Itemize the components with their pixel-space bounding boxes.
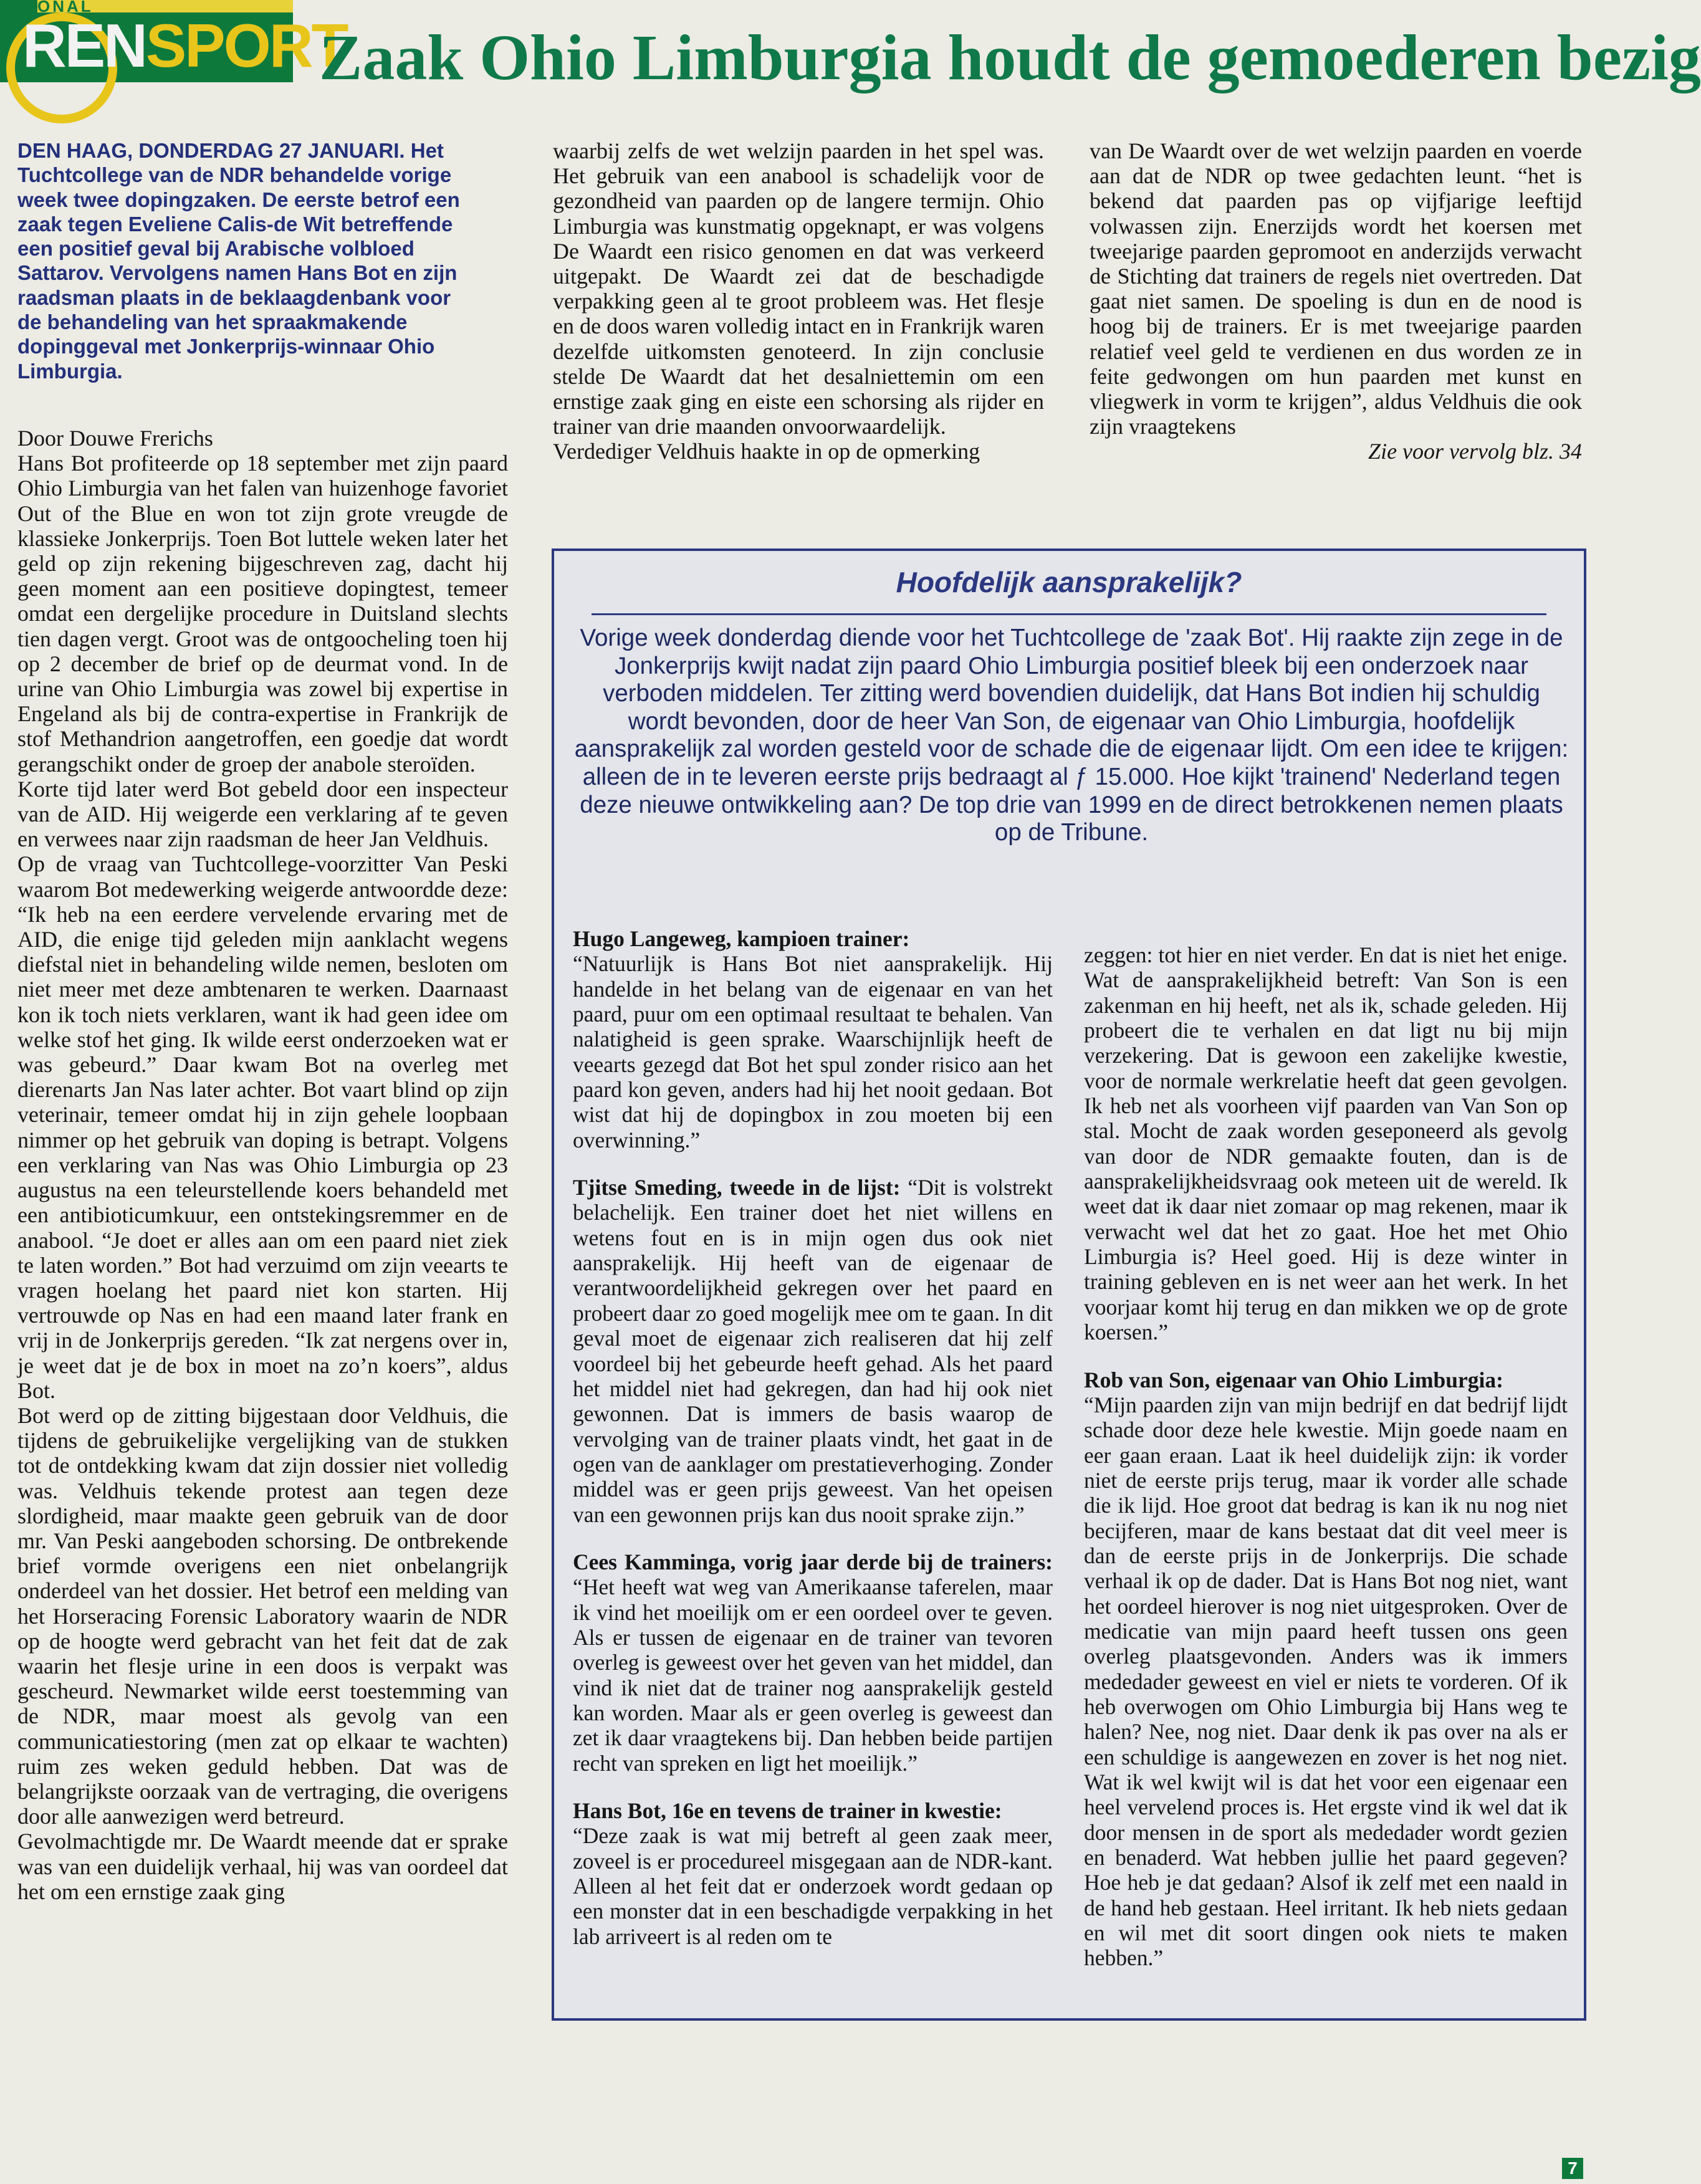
- quote-text: “Mijn paarden zijn van mijn bedrijf en dat bedrijf lijdt schade door deze hele kwestie. Mijn goede naam en eer gaan eraan. Laat ik heel duidelijk zijn: ik vorder niet de eerste prijs terug, maar ik vorder alle schade die ik lijd. Hoe groot dat bedrag is kan ik nu nog niet becijferen, maar de kans bestaat dat dit veel meer is dan de eerste prijs in de Jonkerprijs. Die schade verhaal ik op de dader. Dat is Hans Bot nog niet, want het oordeel hierover is nog niet uitgesproken. Over de medicatie van mijn paard heeft tussen ons geen overleg plaatsgevonden. Anders was ik immers mededader geweest en viel er niets te vorderen. Of ik heb overwogen om Ohio Limburgia bij Hans weg te halen? Nee, nog niet. Daar denk ik pas over na als er een schuldige is aangewezen en zover is het nog niet. Wat ik wel kwijt wil is dat het voor een eigenaar een heel vervelend proces is. Het ergste vind ik wel dat ik door mensen in de sport als mededader wordt gezien en benaderd. Wat hebben jullie het paard gegeven? Hoe heb je dat gedaan? Alsof ik zelf met een naald in de hand heb gestaan. Heel irritant. Ik heb niets gedaan en wil met dit soort dingen ook niets te maken hebben.”: [1084, 1392, 1568, 1971]
- column-3: [1090, 138, 1582, 464]
- sidebar-box: [552, 548, 1586, 2021]
- section-logo: [0, 0, 347, 82]
- speaker-name: Hugo Langeweg, kampioen trainer:: [573, 926, 910, 951]
- col3-paragraph: van De Waardt over de wet welzijn paarden en voerde aan dat de NDR op twee gedachten leunt. “het is bekend dat paarden pas op vijfjarige leeftijd volwassen zijn. Enerzijds wordt het koersen met tweejarige paarden gepromoot en anderzijds verwacht de Stichting dat trainers de regels niet overtreden. Dat gaat niet samen. De spoeling is dun en de nood is hoog bij de trainers. Er is met tweejarige paarden relatief veel geld te verdienen en dus worden ze in feite gedwongen om hun paarden met kunst en vliegwerk in vorm te krijgen”, aldus Veldhuis die ook zijn vraagtekens: [1090, 138, 1582, 439]
- speaker-name: Hans Bot, 16e en tevens de trainer in kwestie:: [573, 1798, 1002, 1823]
- speaker-name: Cees Kamminga, vorig jaar derde bij de trainers:: [573, 1549, 1053, 1574]
- logo-ren: REN: [22, 11, 146, 80]
- quote-text: “Het heeft wat weg van Amerikaanse taferelen, maar ik vind het moeilijk om er een oordeel over te geven. Als er tussen de eigenaar en de trainer van tevoren overleg is geweest over het geven van het middel, dan vind ik niet dat de trainer nog aansprakelijk gesteld kan worden. Maar als er geen overleg is geweest dan zet ik daar vraagtekens bij. Dan hebben beide partijen recht van spreken en ligt het moeilijk.”: [573, 1574, 1053, 1776]
- article-headline: Zaak Ohio Limburgia houdt de gemoederen bezig: [319, 22, 1701, 93]
- box-left-column: [573, 926, 1053, 1971]
- logo-wordmark: [22, 12, 347, 79]
- col1-paragraph: Gevolmachtigde mr. De Waardt meende dat er sprake was van een duidelijk verhaal, hij was van oordeel dat het om een ernstige zaak ging: [17, 1829, 508, 1904]
- box-divider: [592, 613, 1546, 615]
- col2-paragraph: waarbij zelfs de wet welzijn paarden in het spel was. Het gebruik van een anabool is schadelijk voor de gezondheid van paarden op de langere termijn. Ohio Limburgia was kunstmatig opgeknapt, er was volgens De Waardt een risico genomen en dat was verkeerd uitgepakt. De Waardt zei dat de beschadigde verpakking geen al te groot probleem was. Het flesje en de doos waren volledig intact en in Frankrijk waren dezelfde uitkomsten genoteerd. In zijn conclusie stelde De Waardt dat het desalniettemin om een ernstige zaak ging en eiste een schorsing als rijder en trainer van drie maanden onvoorwaardelijk.: [553, 138, 1044, 439]
- quote-text: “Dit is volstrekt belachelijk. Een trainer doet het niet willens en wetens fout en is in mijn ogen dus ook niet aansprakelijk. Hij heeft van de eigenaar de verantwoordelijkheid gekregen over het paard en probeert daar zo goed mogelijk mee om te gaan. In dit geval moet de eigenaar zich realiseren dat hij zelf voordeel bij het gebeurde heeft gehad. Als het paard het middel niet had gekregen, dan had hij ook niet gewonnen. Dat is immers de basis waarop de vervolging van de trainer plaats vindt, het gaat in de ogen van de aanklager om prestatieverhoging. Zonder middel was er geen prijs geweest. Van het opeisen van een gewonnen prijs kan dus nooit sprake zijn.”: [573, 1175, 1053, 1527]
- continued-note: Zie voor vervolg blz. 34: [1368, 439, 1582, 464]
- quote-bot-continued: zeggen: tot hier en niet verder. En dat is niet het enige. Wat de aansprakelijkheid betreft: Van Son is een zakenman en hij heeft, net als ik, schade geleden. Hij probeert die te verhalen en dat ligt nu bij mijn verzekering. Dat is gewoon een zakelijke kwestie, voor de normale werkrelatie heeft dat geen gevolgen. Ik heb net als voorheen vijf paarden van Van Son op stal. Mocht de zaak worden geseponeerd als gevolg van door de NDR gemaakte fouten, dan is de aansprakelijkheidsvraag ook meteen uit de wereld. Ik weet dat ik daar niet zomaar op mag rekenen, maar ik verwacht wel dat het zo gaat. Hoe het met Ohio Limburgia is? Heel goed. Hij is deze winter in training gebleven en is net weer aan het werk. In het voorjaar komt hij terug en dan mikken we op de grote koersen.”: [1084, 942, 1568, 1345]
- box-title: Hoofdelijk aansprakelijk?: [896, 566, 1242, 598]
- col1-paragraph: Op de vraag van Tuchtcollege-voorzitter Van Peski waarom Bot medewerking weigerde antwoordde deze: “Ik heb na een eerdere vervelende ervaring met de AID, die enige tijd geleden mijn aanklacht wegens diefstal niet in behandeling wilde nemen, besloten om niet meer met deze ambtenaren te werken. Daarnaast kon ik toch niets verklaren, want ik had geen idee om welke stof het ging. Ik wilde eerst onderzoeken wat er was gebeurd.” Daar kwam Bot na overleg met dierenarts Jan Nas later achter. Bot vaart blind op zijn veterinair, temeer omdat hij in zijn gehele loopbaan nimmer op het gebruik van doping is betrapt. Volgens een verklaring van Nas was Ohio Limburgia op 23 augustus na een teleurstellende koers behandeld met een antibioticumkuur, een ontstekingsremmer en de anabool. “Je doet er alles aan om een paard niet ziek te laten worden.” Bot had verzuimd om zijn veearts te vragen hoelang het paard niet kon starten. Hij vertrouwde op Nas en had een maand later frank en vrij in de Jonkerprijs gereden. “Ik zat nergens over in, je weet dat je de box in moet na zo’n koers”, aldus Bot.: [17, 851, 508, 1403]
- col2-paragraph: Verdediger Veldhuis haakte in op de opmerking: [553, 439, 980, 464]
- col1-paragraph: Korte tijd later werd Bot gebeld door een inspecteur van de AID. Hij weigerde een verklaring af te geven en verwees naar zijn raadsman de heer Jan Veldhuis.: [17, 776, 508, 852]
- col1-paragraph: Bot werd op de zitting bijgestaan door Veldhuis, die tijdens de gebruikelijke vergelijking van de stukken tot de ontdekking kwam dat zijn dossier niet volledig was. Veldhuis tekende protest aan tegen deze slordigheid, maar maakte geen gebruik van de door mr. Van Peski aangeboden schorsing. De ontbrekende brief vormde overigens een niet onbelangrijk onderdeel van het dossier. Het betrof een melding van het Horseracing Forensic Laboratory waarin de NDR op de hoogte werd gebracht van het feit dat de zak waarin het flesje urine in een doos is verpakt was gescheurd. Newmarket wilde eerst toestemming van de NDR, maar moest als gevolg van een communicatiestoring (men zat op elkaar te wachten) ruim zes weken geduld hebben. Dat was de belangrijkste oorzaak van de vertraging, die overigens door alle aanwezigen werd betreurd.: [17, 1402, 508, 1829]
- box-intro: Vorige week donderdag diende voor het Tuchtcollege de 'zaak Bot'. Hij raakte zijn zege in de Jonkerprijs kwijt nadat zijn paard Ohio Limburgia positief bleek bij een onderzoek naar verboden middelen. Ter zitting werd bovendien duidelijk, dat Hans Bot indien hij schuldig wordt bevonden, door de heer Van Son, de eigenaar van Ohio Limburgia, hoofdelijk aansprakelijk zal worden gesteld voor de schade die de eigenaar lijdt. Om een idee te krijgen: alleen de in te leveren eerste prijs bedraagt al ƒ 15.000. Hoe kijkt 'trainend' Nederland tegen deze nieuwe ontwikkeling aan? De top drie van 1999 en de direct betrokkenen nemen plaats op de Tribune.: [574, 625, 1569, 846]
- box-right-column: [1084, 942, 1568, 1993]
- quote-bot: [573, 1798, 1053, 1949]
- logo-sport: SPORT: [145, 11, 347, 80]
- column-2: [553, 138, 1044, 464]
- quote-kamminga: [573, 1549, 1053, 1776]
- speaker-name: Tjitse Smeding, tweede in de lijst:: [573, 1175, 901, 1200]
- article-lead: DEN HAAG, DONDERDAG 27 JANUARI. Het Tuchtcollege van de NDR behandelde vorige week twee dopingzaken. De eerste betrof een zaak tegen Eveliene Calis-de Wit betreffende een positief geval bij Arabische volbloed Sattarov. Vervolgens namen Hans Bot en zijn raadsman plaats in de beklaagdenbank voor de behandeling van het spraakmakende dopinggeval met Jonkerprijs-winnaar Ohio Limburgia.: [17, 139, 460, 383]
- column-1: [17, 426, 508, 1904]
- quote-van-son: [1084, 1367, 1568, 1971]
- page-number: 7: [1562, 2158, 1583, 2179]
- logo-top-strip: ONAL: [37, 0, 293, 12]
- quote-langeweg: [573, 926, 1053, 1152]
- quote-text: “Natuurlijk is Hans Bot niet aansprakelijk. Hij handelde in het belang van de eigenaar en van het paard, puur om een optimaal resultaat te behalen. Van nalatigheid is geen sprake. Waarschijnlijk heeft de veearts gezegd dat Bot het spul zonder risico aan het paard kon geven, anders had hij het nooit gedaan. Bot wist dat hij de dopingbox in zou moeten bij een overwinning.”: [573, 951, 1053, 1152]
- quote-smeding: [573, 1175, 1053, 1527]
- byline: Door Douwe Frerichs: [17, 426, 213, 451]
- col1-paragraph: Hans Bot profiteerde op 18 september met zijn paard Ohio Limburgia van het falen van huizenhoge favoriet Out of the Blue en won tot zijn grote vreugde de klassieke Jonkerprijs. Toen Bot luttele weken later het geld op zijn rekening bijgeschreven zag, dacht hij geen moment aan een positieve dopingtest, temeer omdat een dergelijke procedure in Duitsland slechts tien dagen vergt. Groot was de ontgoocheling toen hij op 2 december de brief op de deurmat vond. In de urine van Ohio Limburgia was zowel bij expertise in Engeland als bij de contra-expertise in Frankrijk de stof Methandrion aangetroffen, een goedje dat wordt gerangschikt onder de groep der anabole steroïden.: [17, 451, 508, 777]
- speaker-name: Rob van Son, eigenaar van Ohio Limburgia:: [1084, 1367, 1503, 1392]
- quote-text: “Deze zaak is wat mij betreft al geen zaak meer, zoveel is er procedureel misgegaan aan de NDR-kant. Alleen al het feit dat er onderzoek wordt gedaan op een monster dat in een beschadigde verpakking in het lab arriveert is al reden om te: [573, 1823, 1053, 1949]
